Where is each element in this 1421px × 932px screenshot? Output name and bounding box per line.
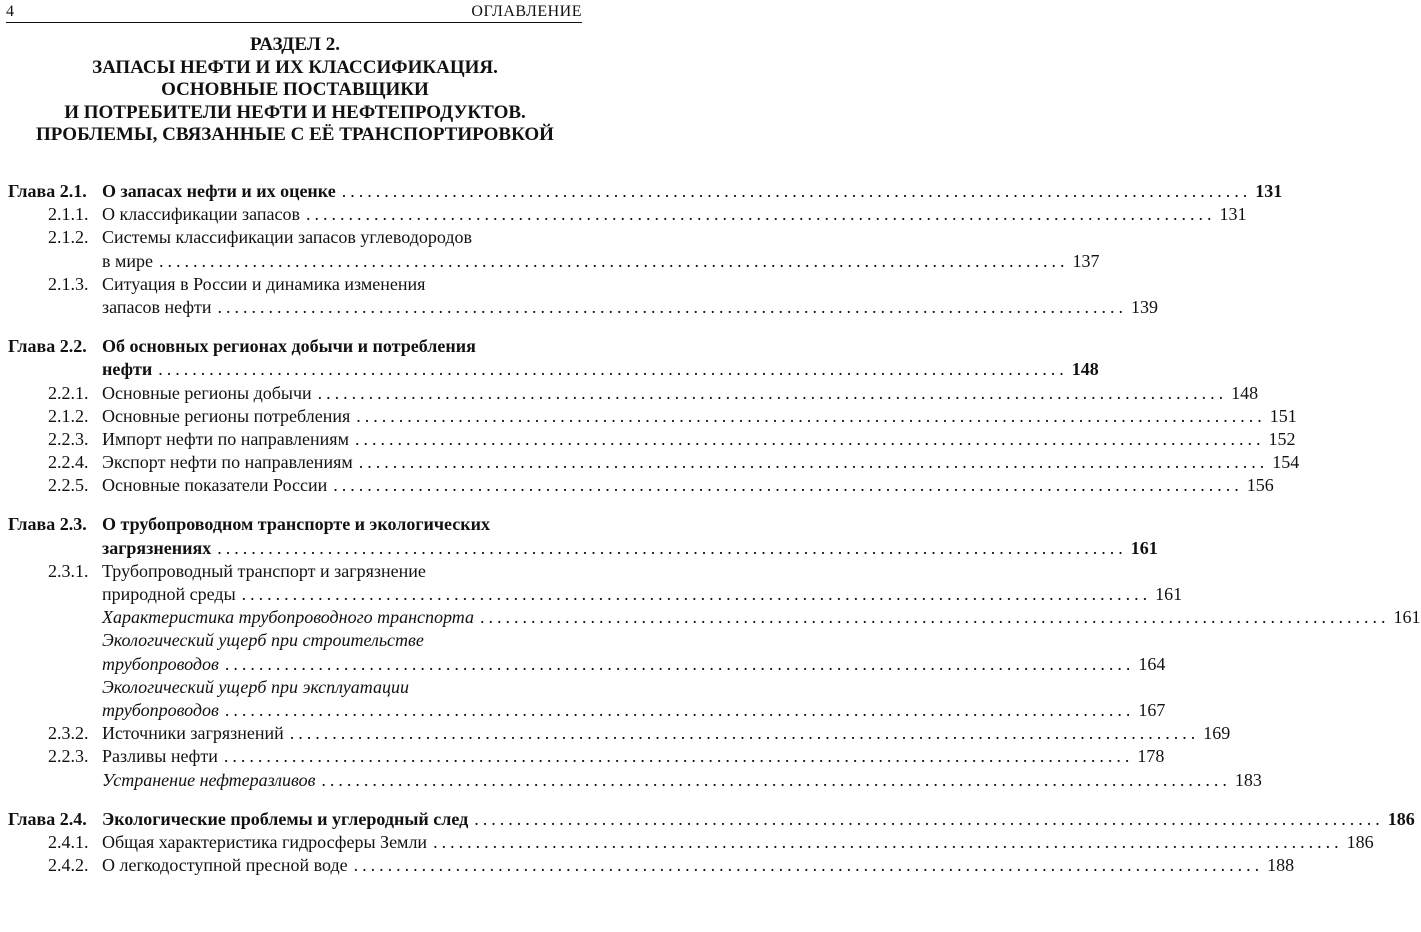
subentry-title: Экологический ущерб при строительстве bbox=[102, 630, 424, 651]
toc-entry-2-1-3[interactable] bbox=[0, 273, 590, 296]
section-number: 2.1.2. bbox=[48, 227, 89, 248]
section-title: Источники загрязнений bbox=[102, 723, 284, 744]
chapter-number: Глава 2.3. bbox=[8, 514, 87, 535]
toc-entry-2-2-3b[interactable] bbox=[0, 745, 1165, 768]
page-ref: 188 bbox=[1267, 855, 1295, 876]
section-number: 2.2.4. bbox=[48, 452, 89, 473]
chapter-title: О запасах нефти и их оценке bbox=[102, 181, 336, 201]
section-title: Разливы нефти bbox=[102, 746, 218, 767]
subentry-title: Экологический ущерб при эксплуатации bbox=[102, 676, 409, 697]
section-title: Общая характеристика гидросферы Земли bbox=[102, 831, 428, 852]
toc-entry-2-3-1-cont[interactable] bbox=[0, 583, 1183, 606]
chapter-title: Об основных регионах добычи и потребления bbox=[102, 336, 476, 357]
dot-leader: ........................................................................................................... bbox=[353, 855, 1264, 876]
toc-chapter-2-2[interactable] bbox=[0, 335, 590, 358]
section-title-cont: в мире bbox=[102, 250, 154, 271]
dot-leader: ........................................................................................................... bbox=[480, 607, 1390, 628]
section-number: 2.3.2. bbox=[48, 723, 89, 744]
toc-entry-2-2-3[interactable] bbox=[0, 428, 1296, 451]
dot-leader: ........................................................................................................... bbox=[159, 250, 1069, 271]
page-ref: 148 bbox=[1071, 359, 1099, 380]
toc-subentry-pipeline-characteristics[interactable] bbox=[0, 606, 1421, 629]
dot-leader: ........................................................................................................... bbox=[321, 769, 1231, 790]
dot-leader: ........................................................................................................... bbox=[433, 831, 1343, 852]
page-ref: 152 bbox=[1268, 428, 1296, 449]
section-heading-line: ОСНОВНЫЕ ПОСТАВЩИКИ bbox=[161, 79, 429, 100]
dot-leader: ........................................................................................................... bbox=[289, 723, 1200, 744]
toc-subentry-construction-damage-cont[interactable] bbox=[0, 653, 1166, 676]
section-number: 2.2.3. bbox=[48, 746, 89, 767]
chapter-title: О трубопроводном транспорте и экологических bbox=[102, 514, 490, 535]
page-ref: 161 bbox=[1130, 537, 1158, 558]
section-title: Импорт нефти по направлениям bbox=[102, 428, 349, 449]
dot-leader: ........................................................................................................... bbox=[217, 537, 1127, 558]
subentry-title: Характеристика трубопроводного транспорта bbox=[102, 607, 474, 628]
chapter-title-cont: загрязнениях bbox=[102, 537, 212, 558]
subentry-title-cont: трубопроводов bbox=[102, 699, 219, 720]
toc-entry-2-3-2[interactable] bbox=[0, 722, 1231, 745]
page-ref: 148 bbox=[1231, 382, 1259, 403]
page-ref: 161 bbox=[1393, 607, 1421, 628]
section-number: 2.1.2. bbox=[48, 405, 89, 426]
dot-leader: ........................................................................................................... bbox=[358, 452, 1269, 473]
dot-leader: ........................................................................................................... bbox=[217, 296, 1127, 317]
section-title: О классификации запасов bbox=[102, 204, 300, 225]
section-heading-line: РАЗДЕЛ 2. bbox=[250, 34, 340, 55]
section-heading-line: ПРОБЛЕМЫ, СВЯЗАННЫЕ С ЕЁ ТРАНСПОРТИРОВКОЙ bbox=[36, 124, 554, 145]
toc-entry-2-1-2-cont[interactable] bbox=[0, 250, 1100, 273]
dot-leader: ........................................................................................................... bbox=[317, 382, 1228, 403]
page-ref: 131 bbox=[1255, 181, 1283, 201]
section-heading-line: ЗАПАСЫ НЕФТИ И ИХ КЛАССИФИКАЦИЯ. bbox=[92, 56, 498, 78]
section-title-cont: природной среды bbox=[102, 584, 236, 604]
toc-chapter-2-3-cont[interactable] bbox=[0, 537, 1158, 560]
dot-leader: ........................................................................................................... bbox=[224, 699, 1135, 720]
toc-entry-2-4-2[interactable] bbox=[0, 854, 1295, 877]
page-ref: 186 bbox=[1346, 831, 1374, 852]
page-ref: 137 bbox=[1072, 250, 1100, 271]
toc-chapter-2-1[interactable] bbox=[0, 180, 1283, 203]
running-header bbox=[6, 2, 582, 23]
chapter-title-cont: нефти bbox=[102, 359, 153, 380]
dot-leader: ........................................................................................................... bbox=[224, 653, 1135, 674]
section-number: 2.2.3. bbox=[48, 428, 89, 449]
toc-entry-2-3-1[interactable] bbox=[0, 560, 590, 583]
chapter-title: Экологические проблемы и углеродный след bbox=[102, 808, 469, 829]
page-ref: 161 bbox=[1155, 584, 1183, 604]
table-of-contents bbox=[0, 180, 1421, 877]
section-number: 2.4.1. bbox=[48, 831, 89, 852]
section-number: 2.2.5. bbox=[48, 475, 89, 496]
toc-entry-2-2-1[interactable] bbox=[0, 382, 1259, 405]
section-title: Экспорт нефти по направлениям bbox=[102, 452, 353, 473]
dot-leader: ........................................................................................................... bbox=[223, 746, 1134, 767]
toc-entry-2-1-2[interactable] bbox=[0, 226, 590, 249]
toc-entry-2-2-4[interactable] bbox=[0, 451, 1300, 474]
toc-entry-2-1-1[interactable] bbox=[0, 203, 1247, 226]
page-ref: 169 bbox=[1203, 723, 1231, 744]
page-ref: 183 bbox=[1234, 769, 1262, 790]
section-heading-line: И ПОТРЕБИТЕЛИ НЕФТИ И НЕФТЕПРОДУКТОВ. bbox=[64, 101, 526, 123]
toc-entry-2-2-5[interactable] bbox=[0, 474, 1274, 497]
dot-leader: ........................................................................................................... bbox=[305, 204, 1216, 225]
toc-subentry-operation-damage-cont[interactable] bbox=[0, 699, 1166, 722]
page-ref: 151 bbox=[1269, 405, 1297, 426]
toc-subentry-operation-damage[interactable] bbox=[0, 676, 590, 699]
section-number: 2.4.2. bbox=[48, 855, 89, 876]
section-heading bbox=[0, 34, 590, 147]
dot-leader: ........................................................................................................... bbox=[333, 475, 1243, 496]
page-ref: 164 bbox=[1138, 653, 1166, 674]
dot-leader: ........................................................................................................... bbox=[356, 405, 1266, 426]
subentry-title: Устранение нефтеразливов bbox=[102, 769, 316, 790]
section-title: Основные показатели России bbox=[102, 475, 328, 496]
section-number: 2.1.1. bbox=[48, 204, 89, 225]
section-title: Основные регионы потребления bbox=[102, 405, 351, 426]
subentry-title-cont: трубопроводов bbox=[102, 653, 219, 674]
toc-subentry-spill-removal[interactable] bbox=[0, 769, 1262, 792]
toc-entry-2-1-3-cont[interactable] bbox=[0, 296, 1158, 319]
page-ref: 167 bbox=[1138, 699, 1166, 720]
section-title: Основные регионы добычи bbox=[102, 382, 312, 403]
section-title: Системы классификации запасов углеводородов bbox=[102, 227, 473, 248]
toc-chapter-2-3[interactable] bbox=[0, 513, 590, 536]
running-title: ОГЛАВЛЕНИЕ bbox=[471, 3, 582, 20]
page-ref: 178 bbox=[1137, 746, 1165, 767]
dot-leader: ........................................................................................................... bbox=[241, 584, 1152, 604]
dot-leader: ........................................................................................................... bbox=[341, 181, 1252, 201]
section-title: Ситуация в России и динамика изменения bbox=[102, 273, 426, 294]
page-number: 4 bbox=[6, 3, 14, 20]
dot-leader: ........................................................................................................... bbox=[158, 359, 1068, 380]
dot-leader: ........................................................................................................... bbox=[474, 808, 1384, 829]
section-number: 2.3.1. bbox=[48, 560, 89, 581]
dot-leader: ........................................................................................................... bbox=[354, 428, 1265, 449]
page-ref: 131 bbox=[1219, 204, 1247, 225]
page-ref: 156 bbox=[1246, 475, 1274, 496]
section-title: О легкодоступной пресной воде bbox=[102, 855, 348, 876]
toc-chapter-2-4[interactable] bbox=[0, 808, 1415, 831]
chapter-number: Глава 2.4. bbox=[8, 808, 87, 829]
toc-entry-2-4-1[interactable] bbox=[0, 831, 1374, 854]
section-title-cont: запасов нефти bbox=[102, 296, 212, 317]
page-ref: 154 bbox=[1272, 452, 1300, 473]
toc-entry-2-1-2b[interactable] bbox=[0, 405, 1297, 428]
toc-chapter-2-2-cont[interactable] bbox=[0, 358, 1099, 381]
page-ref: 139 bbox=[1130, 296, 1158, 317]
section-number: 2.2.1. bbox=[48, 382, 89, 403]
chapter-number: Глава 2.1. bbox=[8, 181, 87, 201]
page-ref: 186 bbox=[1387, 808, 1415, 829]
toc-subentry-construction-damage[interactable] bbox=[0, 629, 590, 652]
section-title: Трубопроводный транспорт и загрязнение bbox=[102, 560, 426, 581]
section-number: 2.1.3. bbox=[48, 273, 89, 294]
chapter-number: Глава 2.2. bbox=[8, 336, 87, 357]
